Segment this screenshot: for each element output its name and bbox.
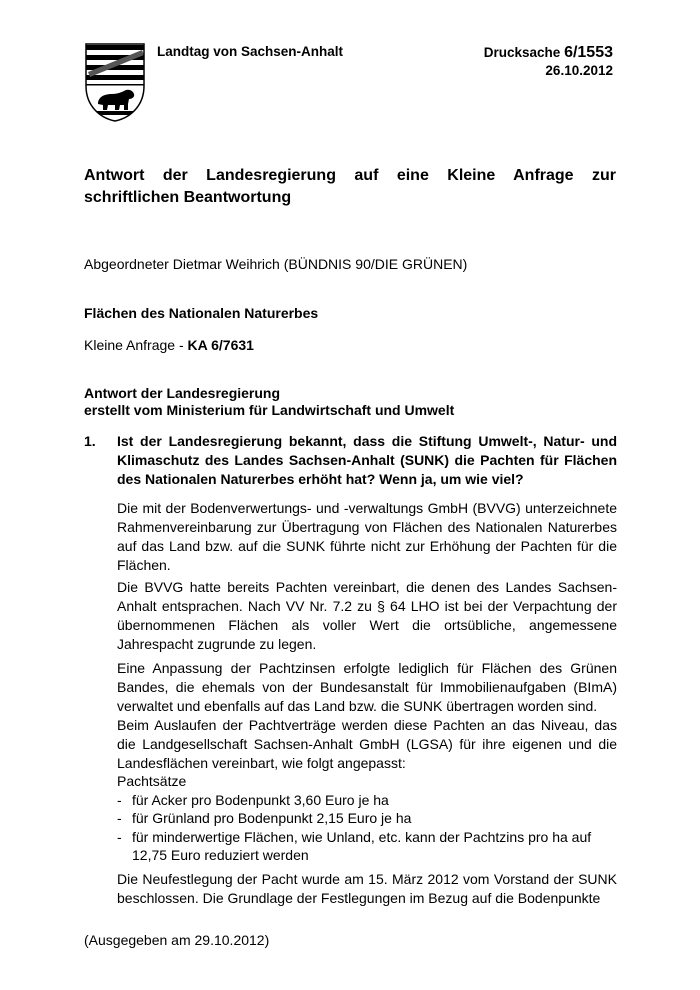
- rate-text: für Grünland pro Bodenpunkt 2,15 Euro je ha: [132, 810, 412, 827]
- rate-text: für minderwertige Flächen, wie Unland, etc. kann der Pachtzins pro ha auf 12,75 Euro reduziert werden: [132, 828, 592, 864]
- question-number: 1.: [84, 433, 96, 449]
- drucksache-block: [484, 44, 613, 79]
- question-text: Ist der Landesregierung bekannt, dass die Stiftung Umwelt-, Natur- und Klimaschutz des Landes Sachsen-Anhalt (SUNK) die Pachten für Flächen des Nationalen Naturerbes erhöht hat? Wenn ja, um wie viel?: [117, 433, 617, 487]
- inquiry-label: Kleine Anfrage -: [84, 337, 188, 353]
- answer-heading-line2: erstellt vom Ministerium für Landwirtschaft und Umwelt: [84, 402, 455, 418]
- rates-list: [117, 791, 617, 865]
- issue-date-footer: (Ausgegeben am 29.10.2012): [84, 932, 270, 948]
- inquiry-line: [84, 336, 254, 354]
- rates-list-block: [117, 772, 617, 865]
- author-line: Abgeordneter Dietmar Weihrich (BÜNDNIS 90/DIE GRÜNEN): [84, 256, 468, 272]
- subject-line: Flächen des Nationalen Naturerbes: [84, 305, 319, 321]
- answer-paragraph-1: Die mit der Bodenverwertungs- und -verwaltungs GmbH (BVVG) unterzeichnete Rahmenvereinbarung zur Übertragung von Flächen des Nationalen Naturerbes auf das Land bzw. auf die SUNK führte nicht zur Erhöhung der Pachten für die Flächen.: [117, 500, 617, 573]
- list-item: - für Grünland pro Bodenpunkt 2,15 Euro je ha: [117, 810, 412, 827]
- list-item: - für Acker pro Bodenpunkt 3,60 Euro je ha: [117, 791, 389, 808]
- rates-heading: Pachtsätze: [117, 773, 187, 789]
- answer-paragraph-2: Die BVVG hatte bereits Pachten vereinbart, die denen des Landes Sachsen-Anhalt entsprachen. Nach VV Nr. 7.2 zu § 64 LHO ist bei der Verpachtung der übernommenen Flächen als voller Wert die ortsübliche, angemessene Jahrespacht zugrunde zu legen.: [117, 579, 617, 652]
- answer-paragraph-4: Beim Auslaufen der Pachtverträge werden diese Pachten an das Niveau, das die Landgesellschaft Sachsen-Anhalt GmbH (LGSA) für ihre eigenen und die Landesflächen vereinbart, wie folgt angepasst:: [117, 717, 617, 771]
- inquiry-number: KA 6/7631: [187, 337, 254, 353]
- coat-of-arms-icon: [84, 42, 146, 122]
- drucksache-number: 6/1553: [564, 44, 613, 61]
- answer-heading-line1: Antwort der Landesregierung: [84, 385, 281, 401]
- answer-paragraph-5: Die Neufestlegung der Pacht wurde am 15. März 2012 vom Vorstand der SUNK beschlossen. Die Grundlage der Festlegungen im Bezug auf die Bodenpunkte: [117, 871, 617, 906]
- list-item: - für minderwertige Flächen, wie Unland, etc. kann der Pachtzins pro ha auf 12,75 Euro reduziert werden: [117, 828, 592, 864]
- document-date: 26.10.2012: [545, 63, 613, 78]
- drucksache-label: Drucksache: [483, 45, 565, 60]
- organization-name: Landtag von Sachsen-Anhalt: [157, 44, 344, 59]
- answer-paragraph-3: Eine Anpassung der Pachtzinsen erfolgte lediglich für Flächen des Grünen Bandes, die ehemals von der Bundesanstalt für Immobilienaufgaben (BImA) verwaltet und ebenfalls auf das Land bzw. die SUNK übertragen worden sind.: [117, 660, 617, 714]
- rate-text: für Acker pro Bodenpunkt 3,60 Euro je ha: [132, 791, 389, 808]
- document-title: Antwort der Landesregierung auf eine Kleine Anfrage zur schriftlichen Beantwortung: [84, 167, 616, 206]
